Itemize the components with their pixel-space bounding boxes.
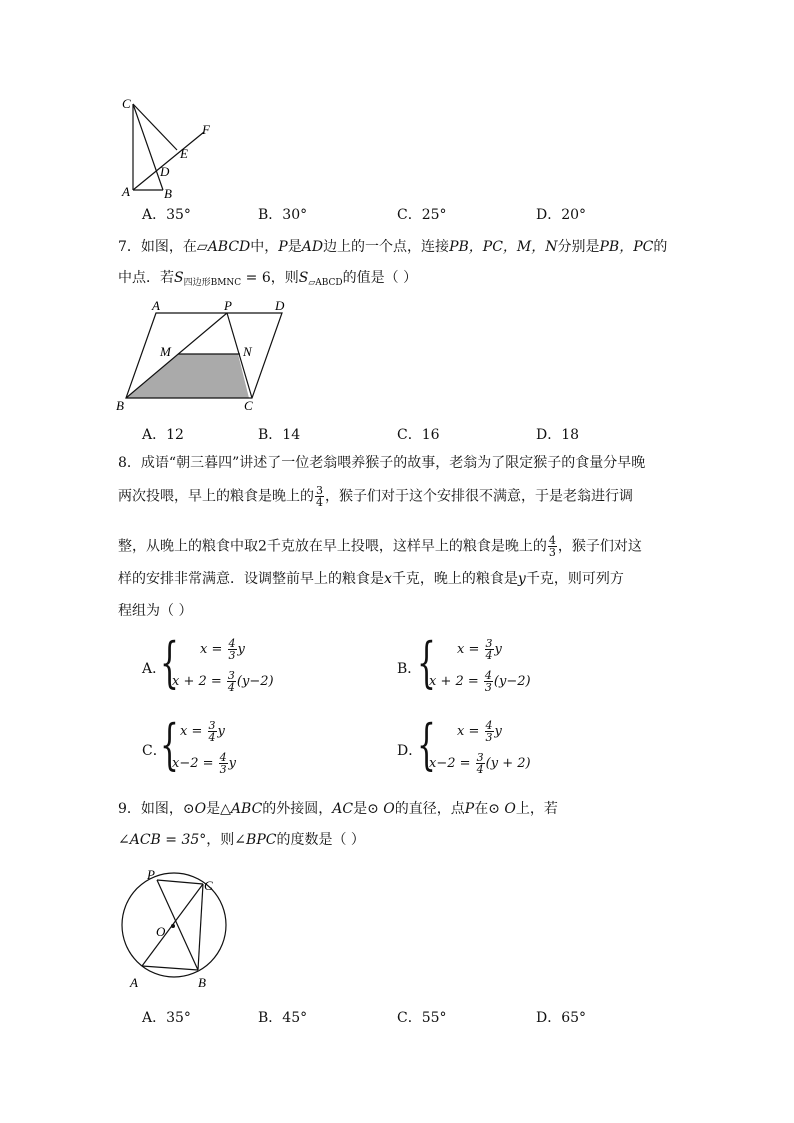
q8-line-1: 8．成语“朝三暮四”讲述了一位老翁喂养猴子的故事，老翁为了限定猴子的食量分早晚 xyxy=(118,455,646,471)
equation-2: x−2 = $\frac{4}{3}$ y xyxy=(172,751,237,776)
q6-option-b[interactable]: B．30° xyxy=(258,207,308,223)
q6-figure xyxy=(112,92,222,204)
q6-label-C: C xyxy=(122,96,131,111)
q8-option-c[interactable]: C． { x = $\frac{3}{4}$ y x−2 = $\frac{4}{3}$ y xyxy=(142,713,237,776)
q7-label-N: N xyxy=(243,344,252,359)
q7-label-D: D xyxy=(275,298,285,313)
q6-label-E: E xyxy=(180,146,188,161)
q9-circle-figure xyxy=(112,862,242,992)
q7-parallelogram-figure xyxy=(112,296,302,416)
q7-label-M: M xyxy=(160,344,171,359)
q8-line-3: 整，从晚上的粮食中取2千克放在早上投喂，这样早上的粮食是晚上的 $\frac{4}{3}$ ，猴子们对这 xyxy=(118,534,642,559)
option-label: A． xyxy=(142,661,167,677)
q9-label-P: P xyxy=(147,867,155,882)
q8-line-4: 样的安排非常满意．设调整前早上的粮食是x千克，晚上的粮食是y千克，则可列方 xyxy=(118,571,624,587)
q9-option-c[interactable]: C．55° xyxy=(397,1010,447,1026)
q6-label-B: B xyxy=(164,186,172,201)
q6-option-c[interactable]: C．25° xyxy=(397,207,447,223)
equation-2: x−2 = $\frac{3}{4}$ (y + 2) xyxy=(429,751,531,776)
q7-label-P: P xyxy=(224,298,232,313)
q7-line-2: 中点．若$S_{四边形BMNC} = 6$，则$S_{▱ABCD}$的值是（ ） xyxy=(118,270,418,288)
q9-label-C: C xyxy=(204,878,213,893)
q6-label-A: A xyxy=(122,184,130,199)
equation-1: x = $\frac{3}{4}$ y xyxy=(457,637,502,662)
q7-option-b[interactable]: B．14 xyxy=(258,427,301,443)
q8-line-2: 两次投喂，早上的粮食是晚上的 $\frac{3}{4}$ ，猴子们对于这个安排很不满意，于是老翁进行调 xyxy=(118,484,633,509)
equation-1: x = $\frac{4}{3}$ y xyxy=(200,637,245,662)
option-label: B． xyxy=(397,661,422,677)
q8-option-d[interactable]: D． { x = $\frac{4}{3}$ y x−2 = $\frac{3}{4}$ (y + 2) xyxy=(397,713,531,776)
equation-1: x = $\frac{4}{3}$ y xyxy=(457,719,502,744)
q8-line-5: 程组为（ ） xyxy=(118,603,193,619)
fraction-three-quarters: $\frac{3}{4}$ xyxy=(316,484,323,509)
q9-option-a[interactable]: A．35° xyxy=(142,1010,191,1026)
q6-option-a[interactable]: A．35° xyxy=(142,207,191,223)
q7-label-A: A xyxy=(152,298,160,313)
equation-2: x + 2 = $\frac{4}{3}$ (y−2) xyxy=(429,669,531,694)
q9-option-b[interactable]: B．45° xyxy=(258,1010,308,1026)
q6-option-d[interactable]: D．20° xyxy=(536,207,587,223)
q8-option-b[interactable]: B． { x = $\frac{3}{4}$ y x + 2 = $\frac{4}{3}$ (y−2) xyxy=(397,631,531,694)
q9-label-A: A xyxy=(130,975,138,990)
q6-label-F: F xyxy=(202,122,210,137)
q8-option-a[interactable]: A． { x = $\frac{4}{3}$ y x + 2 = $\frac{3}{4}$ (y−2) xyxy=(142,631,274,694)
equation-1: x = $\frac{3}{4}$ y xyxy=(180,719,225,744)
q9-label-O: O xyxy=(156,924,166,939)
q9-line-2: ∠ACB = 35°，则∠BPC的度数是（ ） xyxy=(118,832,365,848)
q7-line-1: 7．如图，在▱ABCD中，P是AD边上的一个点，连接PB，PC，M，N分别是PB，PC的 xyxy=(118,239,668,255)
option-label: D． xyxy=(397,743,423,759)
option-label: C． xyxy=(142,743,167,759)
q9-line-1: 9．如图，⊙O是△ABC的外接圆，AC是⊙ O的直径，点P在⊙ O上，若 xyxy=(118,801,558,817)
q7-option-c[interactable]: C．16 xyxy=(397,427,440,443)
q7-label-C: C xyxy=(244,398,253,413)
q9-label-B: B xyxy=(198,975,206,990)
equation-2: x + 2 = $\frac{3}{4}$ (y−2) xyxy=(172,669,274,694)
q7-option-d[interactable]: D．18 xyxy=(536,427,580,443)
fraction-four-thirds: $\frac{4}{3}$ xyxy=(548,534,556,559)
q7-option-a[interactable]: A．12 xyxy=(142,427,184,443)
q7-label-B: B xyxy=(116,398,124,413)
q6-label-D: D xyxy=(160,164,170,179)
q9-option-d[interactable]: D．65° xyxy=(536,1010,587,1026)
